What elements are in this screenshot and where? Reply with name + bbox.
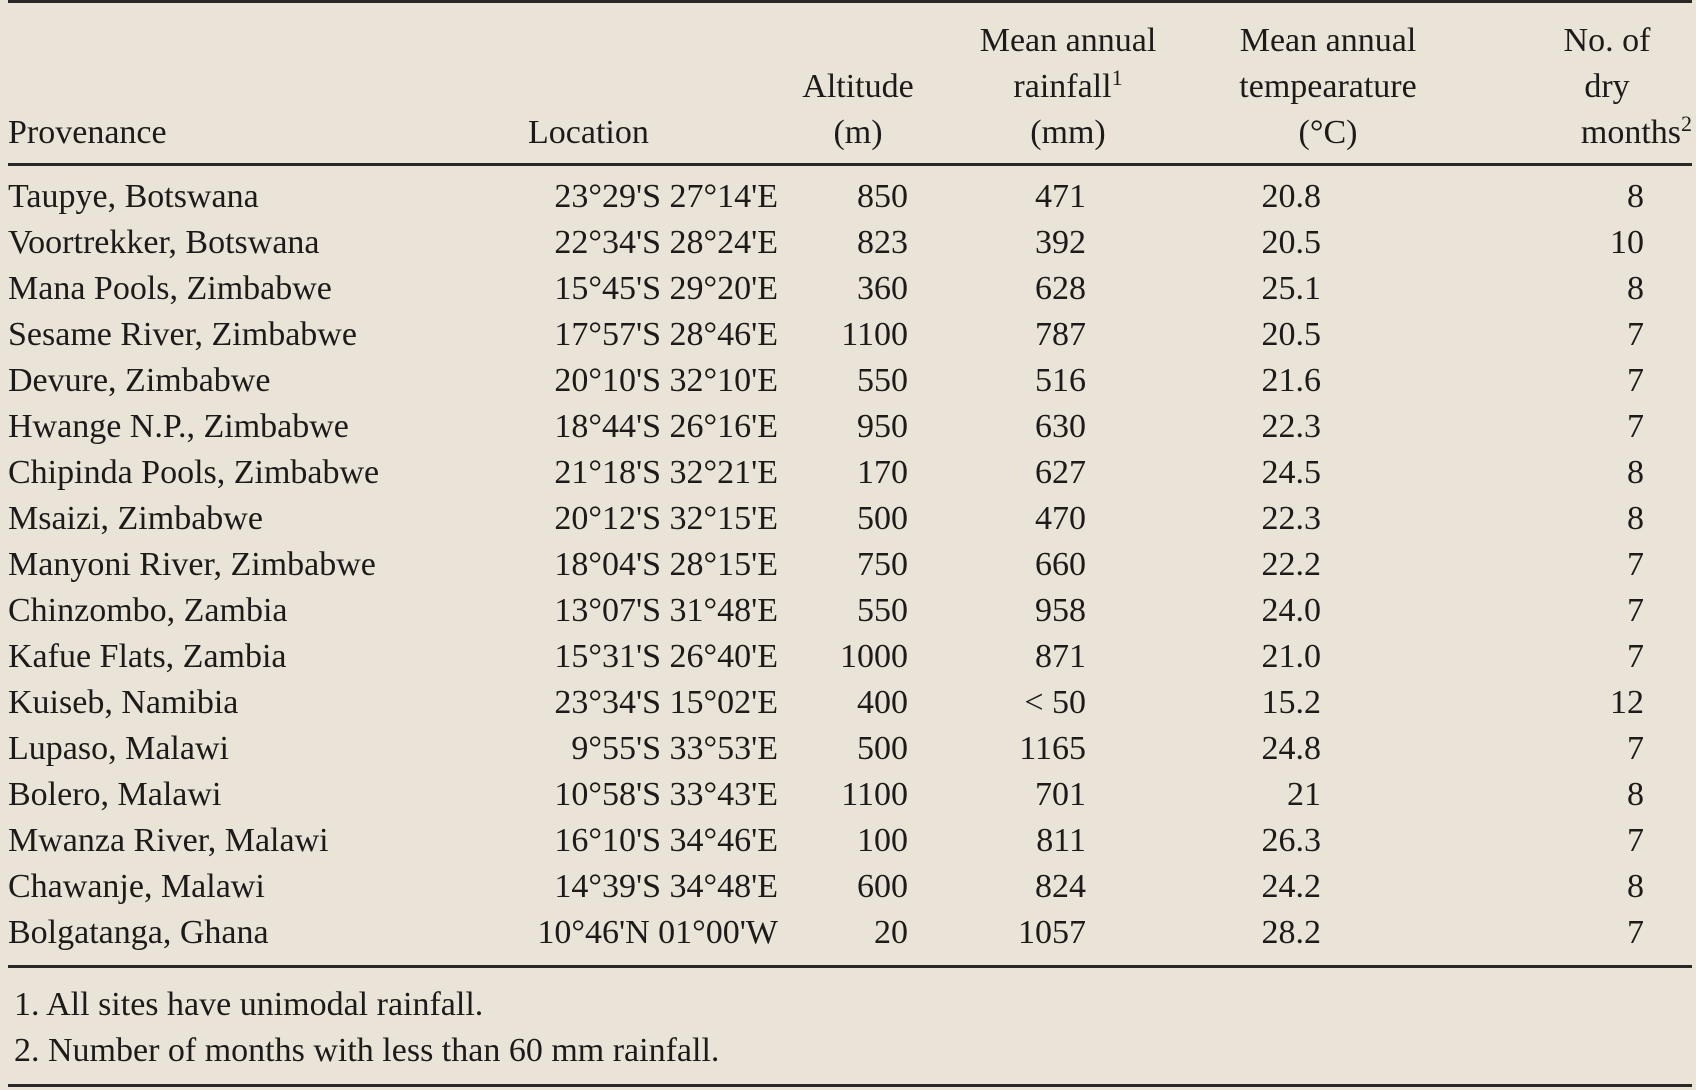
top-rule	[8, 0, 1692, 3]
table-row	[8, 358, 1692, 404]
table-header	[8, 10, 1692, 160]
table-row	[8, 772, 1692, 818]
cell-altitude: 1000	[840, 638, 908, 675]
cell-location: 18°44'S 26°16'E	[554, 408, 778, 445]
cell-temperature: 24.8	[1261, 730, 1321, 767]
cell-rainfall: 1057	[1018, 914, 1086, 951]
table-row	[8, 404, 1692, 450]
cell-location: 15°31'S 26°40'E	[554, 638, 778, 675]
cell-altitude: 550	[857, 362, 908, 399]
cell-rainfall: 811	[1036, 822, 1086, 859]
table-row	[8, 220, 1692, 266]
cell-provenance: Msaizi, Zimbabwe	[8, 500, 263, 537]
cell-rainfall: 701	[1035, 776, 1086, 813]
cell-temperature: 22.2	[1261, 546, 1321, 583]
cell-provenance: Bolgatanga, Ghana	[8, 914, 269, 951]
cell-provenance: Bolero, Malawi	[8, 776, 222, 813]
cell-dry-months: 8	[1627, 454, 1644, 491]
cell-provenance: Manyoni River, Zimbabwe	[8, 546, 376, 583]
table-row	[8, 680, 1692, 726]
footnote-marker-2: 2	[1681, 111, 1692, 136]
cell-rainfall: 628	[1035, 270, 1086, 307]
cell-altitude: 20	[874, 914, 908, 951]
table-row	[8, 588, 1692, 634]
table-row	[8, 312, 1692, 358]
cell-altitude: 100	[857, 822, 908, 859]
table-row	[8, 450, 1692, 496]
table-body	[8, 166, 1692, 956]
cell-rainfall: 630	[1035, 408, 1086, 445]
provenance-table	[8, 166, 1692, 956]
cell-location: 18°04'S 28°15'E	[554, 546, 778, 583]
table-row	[8, 910, 1692, 956]
cell-provenance: Voortrekker, Botswana	[8, 224, 320, 261]
cell-rainfall: 787	[1035, 316, 1086, 353]
cell-provenance: Sesame River, Zimbabwe	[8, 316, 357, 353]
cell-provenance: Hwange N.P., Zimbabwe	[8, 408, 349, 445]
cell-altitude: 750	[857, 546, 908, 583]
cell-rainfall: 471	[1035, 178, 1086, 215]
cell-temperature: 21.0	[1261, 638, 1321, 675]
header-altitude: Altitude (m)	[802, 68, 914, 151]
cell-temperature: 24.2	[1261, 868, 1321, 905]
header-location: Location	[528, 114, 649, 151]
cell-dry-months: 7	[1627, 730, 1644, 767]
cell-altitude: 1100	[841, 316, 908, 353]
cell-temperature: 24.0	[1261, 592, 1321, 629]
cell-location: 23°29'S 27°14'E	[554, 178, 778, 215]
cell-dry-months: 7	[1627, 316, 1644, 353]
cell-dry-months: 8	[1627, 270, 1644, 307]
cell-temperature: 20.5	[1261, 316, 1321, 353]
header-rainfall: Mean annual rainfall$^1$ (mm)	[979, 22, 1157, 151]
cell-altitude: 500	[857, 730, 908, 767]
cell-location: 21°18'S 32°21'E	[554, 454, 778, 491]
cell-temperature: 28.2	[1261, 914, 1321, 951]
cell-location: 20°10'S 32°10'E	[554, 362, 778, 399]
cell-provenance: Mana Pools, Zimbabwe	[8, 270, 332, 307]
cell-dry-months: 7	[1627, 362, 1644, 399]
cell-temperature: 22.3	[1261, 408, 1321, 445]
cell-location: 20°12'S 32°15'E	[554, 500, 778, 537]
cell-temperature: 26.3	[1261, 822, 1321, 859]
footnote-1: 1. All sites have unimodal rainfall.	[14, 986, 484, 1023]
table-row	[8, 818, 1692, 864]
cell-dry-months: 8	[1627, 868, 1644, 905]
cell-dry-months: 7	[1627, 914, 1644, 951]
cell-rainfall: < 50	[1024, 684, 1086, 721]
header-provenance: Provenance	[8, 114, 167, 151]
cell-altitude: 550	[857, 592, 908, 629]
footnote-2: 2. Number of months with less than 60 mm rainfall.	[14, 1032, 720, 1069]
cell-temperature: 15.2	[1261, 684, 1321, 721]
cell-provenance: Chipinda Pools, Zimbabwe	[8, 454, 380, 491]
cell-rainfall: 824	[1035, 868, 1086, 905]
cell-location: 10°46'N 01°00'W	[537, 914, 778, 951]
cell-provenance: Devure, Zimbabwe	[8, 362, 271, 399]
cell-dry-months: 7	[1627, 408, 1644, 445]
bottom-rule	[8, 965, 1692, 968]
cell-location: 22°34'S 28°24'E	[554, 224, 778, 261]
footnotes	[14, 982, 719, 1074]
table-row	[8, 864, 1692, 910]
cell-temperature: 20.8	[1261, 178, 1321, 215]
cell-rainfall: 392	[1035, 224, 1086, 261]
cell-altitude: 950	[857, 408, 908, 445]
header-temperature: Mean annual tempearature (°C)	[1239, 22, 1417, 151]
cell-provenance: Chinzombo, Zambia	[8, 592, 288, 629]
cell-altitude: 1100	[841, 776, 908, 813]
cell-rainfall: 871	[1035, 638, 1086, 675]
cell-provenance: Mwanza River, Malawi	[8, 822, 329, 859]
cell-location: 10°58'S 33°43'E	[554, 776, 778, 813]
table-row	[8, 542, 1692, 588]
cell-provenance: Kafue Flats, Zambia	[8, 638, 287, 675]
cell-altitude: 170	[857, 454, 908, 491]
cell-location: 17°57'S 28°46'E	[554, 316, 778, 353]
cell-temperature: 22.3	[1261, 500, 1321, 537]
cell-provenance: Chawanje, Malawi	[8, 868, 265, 905]
cell-dry-months: 8	[1627, 178, 1644, 215]
cell-dry-months: 8	[1627, 776, 1644, 813]
cell-location: 16°10'S 34°46'E	[554, 822, 778, 859]
cell-altitude: 360	[857, 270, 908, 307]
cell-location: 9°55'S 33°53'E	[571, 730, 778, 767]
cell-dry-months: 7	[1627, 546, 1644, 583]
cell-dry-months: 10	[1610, 224, 1644, 261]
cell-dry-months: 7	[1627, 638, 1644, 675]
cell-temperature: 25.1	[1261, 270, 1321, 307]
cell-dry-months: 8	[1627, 500, 1644, 537]
cell-altitude: 400	[857, 684, 908, 721]
cell-rainfall: 627	[1035, 454, 1086, 491]
cell-altitude: 500	[857, 500, 908, 537]
table-row	[8, 496, 1692, 542]
cell-provenance: Kuiseb, Namibia	[8, 684, 239, 721]
cell-location: 23°34'S 15°02'E	[554, 684, 778, 721]
footnote-marker-1: 1	[1111, 65, 1123, 90]
table-row	[8, 266, 1692, 312]
cell-location: 13°07'S 31°48'E	[554, 592, 778, 629]
table-row	[8, 634, 1692, 680]
table-row	[8, 726, 1692, 772]
cell-temperature: 21	[1287, 776, 1321, 813]
final-rule	[8, 1084, 1692, 1087]
header-dry-months: No. of dry months$^2$	[1563, 22, 1692, 151]
cell-rainfall: 470	[1035, 500, 1086, 537]
cell-location: 15°45'S 29°20'E	[554, 270, 778, 307]
cell-altitude: 850	[857, 178, 908, 215]
cell-location: 14°39'S 34°48'E	[554, 868, 778, 905]
cell-temperature: 20.5	[1261, 224, 1321, 261]
cell-rainfall: 1165	[1019, 730, 1086, 767]
cell-provenance: Taupye, Botswana	[8, 178, 259, 215]
cell-temperature: 21.6	[1261, 362, 1321, 399]
cell-rainfall: 660	[1035, 546, 1086, 583]
cell-provenance: Lupaso, Malawi	[8, 730, 229, 767]
cell-rainfall: 516	[1035, 362, 1086, 399]
cell-altitude: 823	[857, 224, 908, 261]
cell-dry-months: 7	[1627, 822, 1644, 859]
table-row	[8, 166, 1692, 220]
cell-dry-months: 7	[1627, 592, 1644, 629]
cell-altitude: 600	[857, 868, 908, 905]
cell-temperature: 24.5	[1261, 454, 1321, 491]
cell-dry-months: 12	[1610, 684, 1644, 721]
cell-rainfall: 958	[1035, 592, 1086, 629]
